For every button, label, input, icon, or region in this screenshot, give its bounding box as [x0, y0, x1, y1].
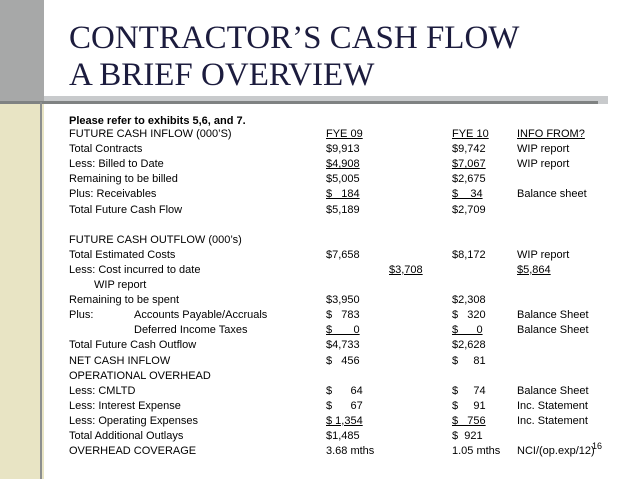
sidebar-top-block	[0, 0, 44, 102]
fye10-value: FYE 10	[452, 128, 489, 140]
row-label: Total Future Cash Outflow	[69, 339, 197, 352]
info-source: NCI/(op.exp/12)	[517, 445, 595, 458]
fye10-value: $ 320	[452, 309, 486, 322]
row-label: OPERATIONAL OVERHEAD	[69, 369, 211, 382]
row-label: Total Contracts	[69, 143, 143, 156]
row-label: Plus: Receivables	[69, 188, 157, 201]
fye09-value: $9,913	[326, 143, 360, 156]
fye09-value: $ 456	[326, 354, 360, 367]
row-label: Total Additional Outlays	[69, 430, 184, 442]
fye10-value: $ 756	[452, 414, 486, 427]
sidebar-rule	[40, 102, 42, 479]
fye10-value: $2,675	[452, 173, 486, 186]
page-number: 16	[592, 441, 603, 451]
row-label: FUTURE CASH OUTFLOW (000’s)	[69, 233, 242, 246]
fye10-value: $2,308	[452, 294, 486, 307]
row-sublabel: Deferred Income Taxes	[134, 324, 248, 337]
info-source: WIP report	[517, 143, 570, 156]
fye09-value: $5,005	[326, 173, 360, 186]
row-sublabel: Accounts Payable/Accruals	[134, 309, 268, 322]
row-label: Less: Operating Expenses	[69, 414, 199, 427]
fye09-value: $5,189	[326, 203, 360, 216]
info-source: Balance Sheet	[517, 309, 589, 322]
fye09-value: $ 783	[326, 309, 360, 322]
row-label: Less: CMLTD	[69, 384, 136, 397]
info-source: WIP report	[517, 158, 570, 171]
title-line-1: CONTRACTOR’S CASH FLOW	[69, 20, 520, 56]
info-source: Balance Sheet	[517, 384, 589, 397]
fye09-value: 3.68 mths	[326, 445, 375, 458]
fye10-value: $2,709	[452, 203, 486, 216]
fye10-value: $ 91	[452, 399, 486, 412]
row-label: Remaining to be spent	[69, 294, 180, 307]
fye09-value: $1,485	[326, 430, 360, 442]
fye10-value: $ 81	[452, 354, 486, 367]
row-label: Less: Billed to Date	[69, 158, 164, 171]
row-label: Less: Cost incurred to date	[69, 263, 201, 276]
fye09-value: $ 67	[326, 399, 363, 412]
fye10-value: $9,742	[452, 143, 486, 156]
fye10-value: $7,067	[452, 158, 486, 171]
fye09-value: $ 1,354	[326, 414, 363, 427]
title-line-2: A BRIEF OVERVIEW	[69, 57, 375, 93]
fye10-value: $2,628	[452, 339, 486, 352]
mid-value: $3,708	[389, 263, 423, 276]
fye09-value: $7,658	[326, 248, 360, 261]
fye09-value: $ 64	[326, 384, 363, 397]
fye09-value: $4,733	[326, 339, 360, 352]
row-label: WIP report	[94, 279, 147, 291]
fye10-value: $ 0	[452, 324, 483, 337]
info-source: Balance sheet	[517, 188, 587, 201]
row-label: Plus:	[69, 309, 94, 322]
fye09-value: $4,908	[326, 158, 360, 171]
fye10-value: $8,172	[452, 248, 486, 261]
fye10-value: $ 921	[452, 430, 483, 442]
row-label: Total Future Cash Flow	[69, 203, 183, 216]
header-rule-gap	[44, 104, 608, 112]
row-label: Total Estimated Costs	[69, 248, 176, 261]
header-rule	[0, 101, 598, 104]
row-label: FUTURE CASH INFLOW (000’S)	[69, 128, 232, 140]
fye09-value: $ 184	[326, 188, 360, 201]
row-label: NET CASH INFLOW	[69, 354, 171, 367]
info-source: INFO FROM?	[517, 128, 585, 140]
fye10-value: 1.05 mths	[452, 445, 501, 458]
info-source: $5,864	[517, 263, 551, 276]
fye10-value: $ 74	[452, 384, 486, 397]
row-label: OVERHEAD COVERAGE	[69, 445, 197, 458]
fye10-value: $ 34	[452, 188, 483, 201]
row-label: Less: Interest Expense	[69, 399, 181, 412]
info-source: Inc. Statement	[517, 414, 588, 427]
fye09-value: $3,950	[326, 294, 360, 307]
info-source: Inc. Statement	[517, 399, 588, 412]
fye09-value: $ 0	[326, 324, 360, 337]
intro-note: Please refer to exhibits 5,6, and 7.	[69, 115, 246, 127]
slide-title	[69, 20, 519, 94]
row-label: Remaining to be billed	[69, 173, 178, 186]
info-source: WIP report	[517, 248, 570, 261]
info-source: Balance Sheet	[517, 324, 589, 337]
fye09-value: FYE 09	[326, 128, 363, 140]
